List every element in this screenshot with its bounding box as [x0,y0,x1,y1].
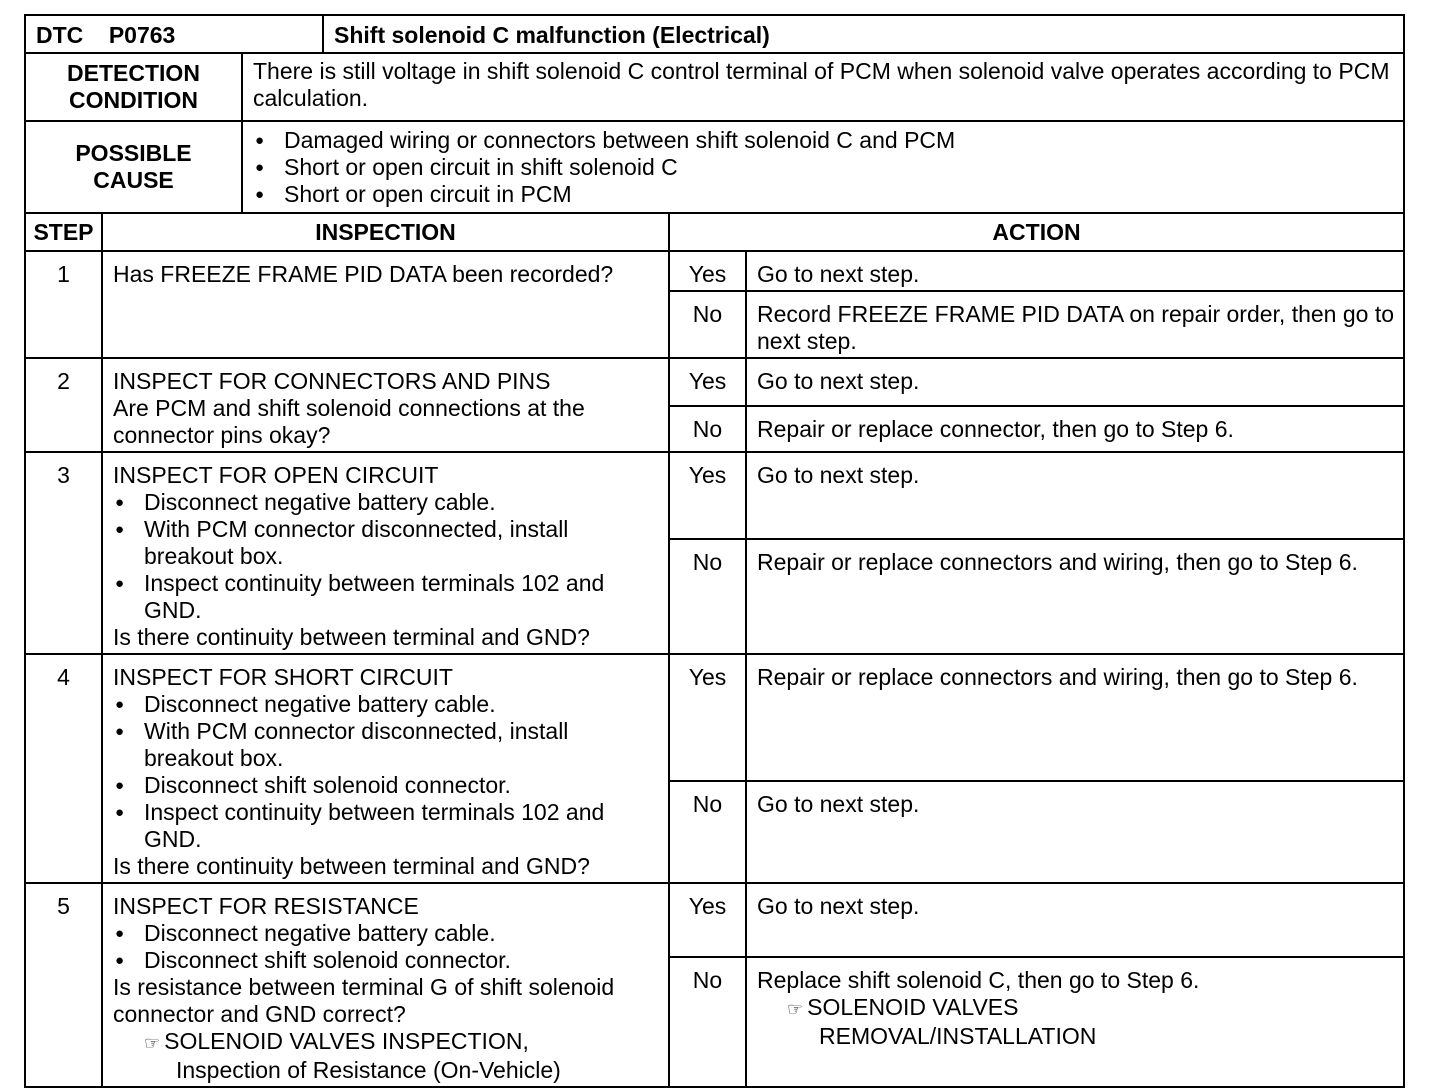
yes-label: Yes [669,358,746,406]
yes-label: Yes [669,251,746,291]
no-action: Record FREEZE FRAME PID DATA on repair order, then go to next step. [746,291,1404,358]
list-item: ● Disconnect negative battery cable. [113,920,660,947]
dtc-code: P0763 [108,22,176,48]
step-question: Has FREEZE FRAME PID DATA been recorded? [113,261,614,287]
action-column-header: ACTION [669,213,1404,251]
possible-cause-label [25,121,242,213]
step-question: Is resistance between terminal G of shift solenoid connector and GND correct? [113,974,615,1027]
reference-link [757,994,1395,1050]
step-inspection [102,358,669,452]
dtc-header-row [25,15,1404,53]
list-item: ● Disconnect negative battery cable. [113,691,660,718]
list-item: ● With PCM connector disconnected, install breakout box. [113,718,660,772]
yes-action: Go to next step. [746,452,1404,539]
no-action: Repair or replace connectors and wiring, then go to Step 6. [746,539,1404,654]
step-inspection [102,452,669,654]
list-item: ● With PCM connector disconnected, install breakout box. [113,516,660,570]
list-item: ● Short or open circuit in shift solenoid C [253,154,1395,181]
dtc-label: DTC [36,22,84,48]
no-label: No [669,781,746,883]
step-question: Is there continuity between terminal and GND? [113,853,590,879]
step-number: 1 [25,251,102,358]
step-title: INSPECT FOR OPEN CIRCUIT [113,462,439,488]
no-label: No [669,406,746,453]
yes-action: Go to next step. [746,358,1404,406]
table-row [25,358,1404,406]
step-bullets [113,920,660,974]
step-number: 4 [25,654,102,883]
no-action: Replace shift solenoid C, then go to Step 6. [757,967,1200,994]
detection-label [25,53,242,121]
reference-link [113,1028,660,1084]
step-inspection [102,883,669,1087]
step-inspection [102,654,669,883]
inspection-steps-table [24,212,1405,1088]
no-label: No [669,539,746,654]
no-action-cell [746,957,1404,1087]
detection-label-line1: DETECTION [67,60,200,86]
step-column-header: STEP [25,213,102,251]
reference-line2: Inspection of Resistance (On-Vehicle) [176,1057,561,1083]
step-number: 2 [25,358,102,452]
no-action: Go to next step. [746,781,1404,883]
list-item: ● Disconnect negative battery cable. [113,489,660,516]
step-bullets [113,489,660,624]
list-item: ● Damaged wiring or connectors between shift solenoid C and PCM [253,127,1395,154]
possible-cause-row [25,121,1404,213]
detection-row [25,53,1404,121]
list-item: ● Inspect continuity between terminals 102 and GND. [113,570,660,624]
possible-cause-label-line2: CAUSE [93,167,174,193]
reference-line2: REMOVAL/INSTALLATION [819,1023,1097,1050]
no-label: No [669,957,746,1087]
step-title: INSPECT FOR CONNECTORS AND PINS [113,368,551,394]
step-number: 5 [25,883,102,1087]
detection-text: There is still voltage in shift solenoid C control terminal of PCM when solenoid valve operates according to PCM calculation. [242,53,1404,121]
pointing-hand-icon: ☞ [144,1033,161,1053]
step-question: Is there continuity between terminal and GND? [113,624,590,650]
dtc-title: Shift solenoid C malfunction (Electrical) [323,15,1404,53]
step-inspection [102,251,669,358]
table-row [25,883,1404,957]
step-question: Are PCM and shift solenoid connections at the connector pins okay? [113,395,585,448]
table-row [25,452,1404,539]
yes-label: Yes [669,654,746,781]
list-item: ● Short or open circuit in PCM [253,181,1395,208]
inspection-column-header: INSPECTION [102,213,669,251]
list-item: ● Disconnect shift solenoid connector. [113,947,660,974]
possible-cause-list-cell [242,121,1404,213]
dtc-info-table [24,14,1405,214]
step-title: INSPECT FOR RESISTANCE [113,893,419,919]
steps-header-row [25,213,1404,251]
list-item: ● Disconnect shift solenoid connector. [113,772,660,799]
table-row [25,251,1404,291]
reference-line1: SOLENOID VALVES [807,994,1019,1021]
possible-cause-label-line1: POSSIBLE [75,140,192,166]
possible-cause-list [253,127,1395,208]
pointing-hand-icon: ☞ [787,999,804,1020]
yes-label: Yes [669,452,746,539]
step-title: INSPECT FOR SHORT CIRCUIT [113,664,453,690]
detection-label-line2: CONDITION [68,87,199,113]
list-item: ● Inspect continuity between terminals 102 and GND. [113,799,660,853]
yes-action: Go to next step. [746,251,1404,291]
table-row [25,654,1404,781]
no-label: No [669,291,746,358]
yes-action: Repair or replace connectors and wiring, then go to Step 6. [746,654,1404,781]
yes-label: Yes [669,883,746,957]
dtc-code-cell [25,15,323,53]
reference-line1: SOLENOID VALVES INSPECTION, [164,1028,529,1054]
yes-action: Go to next step. [746,883,1404,957]
no-action: Repair or replace connector, then go to Step 6. [746,406,1404,453]
step-number: 3 [25,452,102,654]
step-bullets [113,691,660,853]
